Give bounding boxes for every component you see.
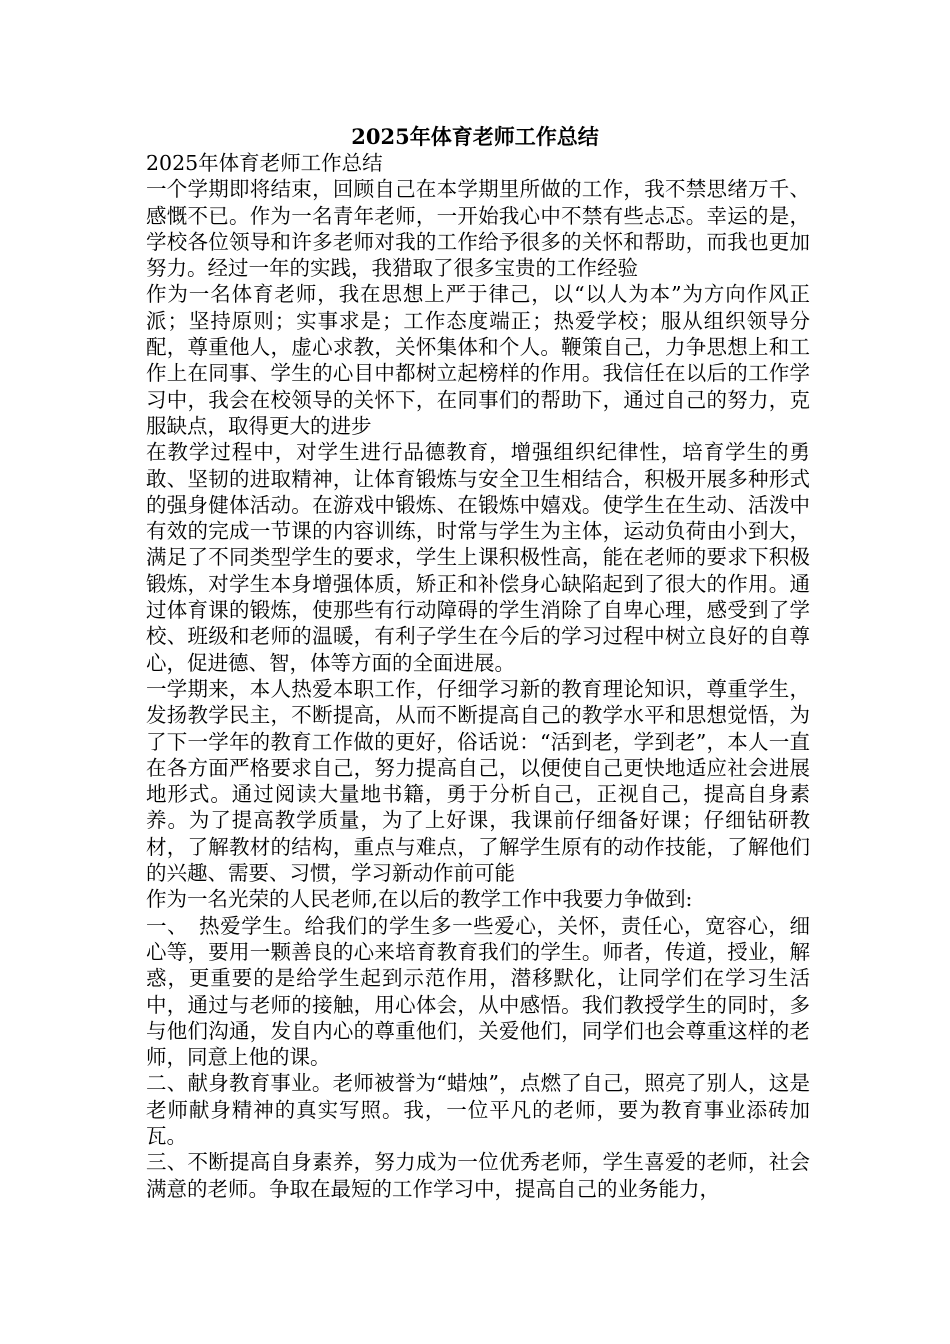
paragraph-subtitle: 2025年体育老师工作总结 bbox=[146, 151, 383, 175]
paragraph-ideology: 作为一名体育老师，我在思想上严于律己，以“以人为本”为方向作风正派；坚持原则；实事求是；工作态度端正；热爱学校；服从组织领导分配，尊重他人，虚心求教，关怀集体和个人。鞭策自己，力争思想上和工作上在同事、学生的心目中都树立起榜样的作用。我信任在以后的工作学习中，我会在校领导的关怀下，在同事们的帮助下，通过自己的努力，克服缺点，取得更大的进步 bbox=[146, 282, 810, 438]
paragraph-goals-intro: 作为一名光荣的人民老师,在以后的教学工作中我要力争做到: bbox=[146, 887, 693, 912]
document-title: 2025年体育老师工作总结 bbox=[351, 124, 599, 149]
paragraph-teaching-process: 在教学过程中，对学生进行品德教育，增强组织纪律性，培育学生的勇敢、坚韧的进取精神，让体育锻炼与安全卫生相结合，积极开展多种形式的强身健体活动。在游戏中锻炼、在锻炼中嬉戏。使学生在生动、活泼中有效的完成一节课的内容训练，时常与学生为主体，运动负荷由小到大，满足了不同类型学生的要求，学生上课积极性高，能在老师的要求下积极锻炼，对学生本身增强体质，矫正和补偿身心缺陷起到了很大的作用。通过体育课的锻炼，使那些有行动障碍的学生消除了自卑心理，感受到了学校、班级和老师的温暖，有利子学生在今后的学习过程中树立良好的自尊心，促进德、智，体等方面的全面进展。 bbox=[146, 440, 810, 675]
document-body bbox=[146, 150, 810, 1202]
paragraph-goal-two: 二、献身教育事业。老师被誉为“蜡烛”，点燃了自己，照亮了别人，这是老师献身精神的真实写照。我，一位平凡的老师，要为教育事业添砖加瓦。 bbox=[146, 1071, 810, 1148]
paragraph-goal-three: 三、不断提高自身素养，努力成为一位优秀老师，学生喜爱的老师，社会满意的老师。争取在最短的工作学习中，提高自己的业务能力， bbox=[146, 1150, 810, 1201]
paragraph-intro: 一个学期即将结束，回顾自己在本学期里所做的工作，我不禁思绪万千、感慨不已。作为一名青年老师，一开始我心中不禁有些忐忑。幸运的是，学校各位领导和许多老师对我的工作给予很多的关怀和帮助，而我也更加努力。经过一年的实践，我猎取了很多宝贵的工作经验 bbox=[146, 177, 810, 281]
paragraph-goal-one: 一、 热爱学生。给我们的学生多一些爱心，关怀，责任心，宽容心，细心等，要用一颗善良的心来培育教育我们的学生。师者，传道，授业，解惑，更重要的是给学生起到示范作用，潜移默化，让同学们在学习生活中，通过与老师的接触，用心体会，从中感悟。我们教授学生的同时，多与他们沟通，发自内心的尊重他们，关爱他们，同学们也会尊重这样的老师，同意上他的课。 bbox=[146, 913, 810, 1070]
paragraph-semester-review: 一学期来，本人热爱本职工作，仔细学习新的教育理论知识，尊重学生，发扬教学民主，不断提高，从而不断提高自己的教学水平和思想觉悟，为了下一学年的教育工作做的更好，俗话说：“活到老，学到老”，本人一直在各方面严格要求自己，努力提高自己，以便使自己更快地适应社会进展地形式。通过阅读大量地书籍，勇于分析自己，正视自己，提高自身素养。为了提高教学质量，为了上好课，我课前仔细备好课；仔细钻研教材，了解教材的结构，重点与难点，了解学生原有的动作技能，了解他们的兴趣、需要、习惯，学习新动作前可能 bbox=[146, 676, 810, 886]
